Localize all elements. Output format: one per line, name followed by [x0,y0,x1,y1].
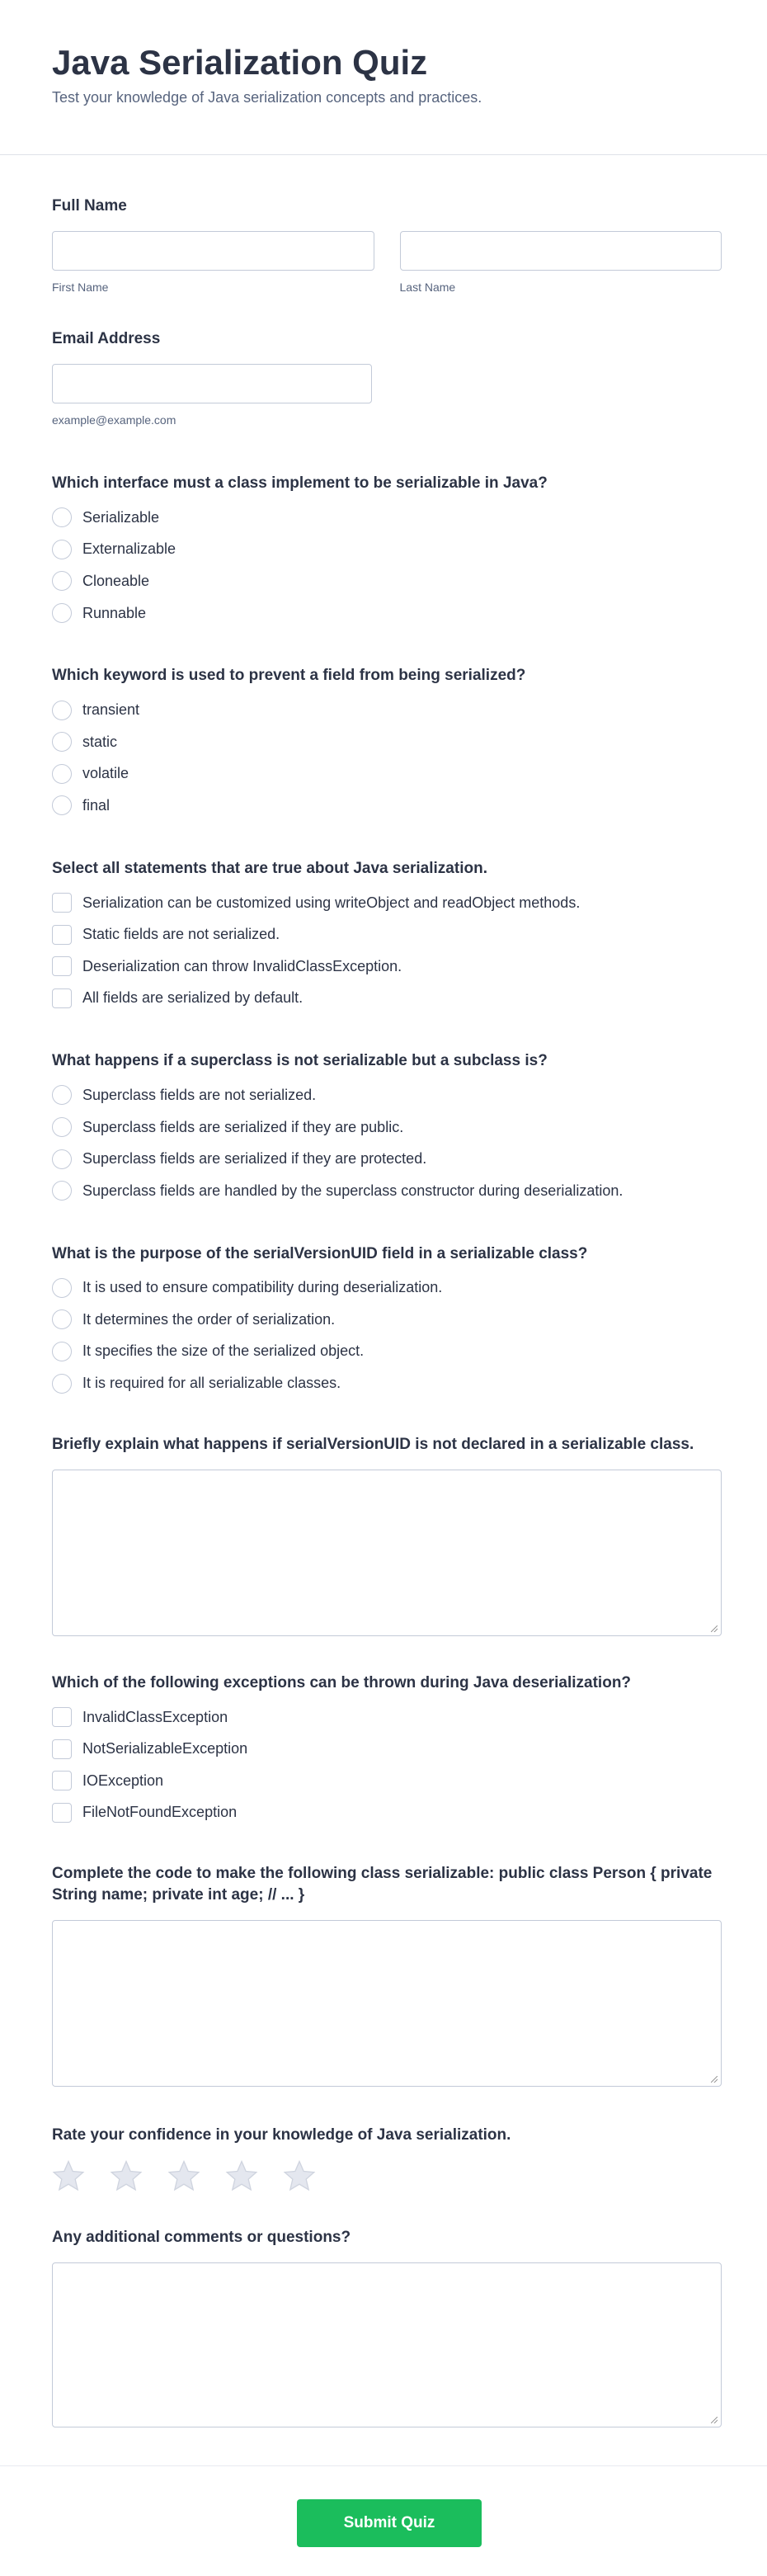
option-label: static [82,733,118,750]
last-name-input[interactable] [400,231,722,271]
first-name-sublabel: First Name [52,281,109,294]
checkbox-control[interactable] [52,1771,72,1790]
quiz-form [0,196,767,2427]
checkbox-control[interactable] [52,893,72,913]
form-footer [0,2465,767,2576]
comments-textarea[interactable] [52,2262,722,2427]
radio-control[interactable] [52,1117,72,1137]
checkbox-option[interactable] [52,1765,722,1797]
question-1 [52,473,722,629]
option-label: All fields are serialized by default. [82,989,304,1007]
options-group [52,887,722,1014]
radio-option[interactable] [52,1175,722,1207]
checkbox-option[interactable] [52,887,722,919]
radio-control[interactable] [52,1278,72,1298]
radio-control[interactable] [52,507,72,527]
options-group [52,502,722,629]
rating-label: Rate your confidence in your knowledge of Java serialization. [52,2126,511,2144]
option-label: Static fields are not serialized. [82,926,280,943]
checkbox-control[interactable] [52,956,72,976]
option-label: Superclass fields are serialized if they are protected. [82,1150,427,1168]
last-name-sublabel: Last Name [399,281,456,294]
radio-option[interactable] [52,502,722,534]
page-title: Java Serialization Quiz [52,43,428,82]
radio-option[interactable] [52,1111,722,1144]
option-label: Deserialization can throw InvalidClassException. [82,957,402,974]
option-label: It specifies the size of the serialized object. [82,1342,365,1360]
radio-option[interactable] [52,1143,722,1175]
option-label: IOException [82,1772,164,1789]
answer-textarea[interactable] [52,1920,722,2087]
options-group [52,1272,722,1399]
option-label: Superclass fields are serialized if they are public. [82,1118,404,1135]
checkbox-control[interactable] [52,988,72,1008]
radio-option[interactable] [52,1367,722,1399]
radio-control[interactable] [52,1085,72,1105]
submit-quiz-button[interactable]: Submit Quiz [297,2499,482,2547]
option-label: It is used to ensure compatibility during deserialization. [82,1279,443,1296]
radio-option[interactable] [52,565,722,597]
option-label: It determines the order of serialization. [82,1310,336,1328]
option-label: FileNotFoundException [82,1804,238,1821]
question-3 [52,858,722,1014]
page-subtitle: Test your knowledge of Java serialization concepts and practices. [52,89,482,106]
star-icon[interactable] [110,2159,143,2192]
question-8 [52,1863,722,2087]
radio-option[interactable] [52,534,722,566]
full-name-label: Full Name [52,197,127,215]
questions-list [52,473,722,2087]
radio-option[interactable] [52,1079,722,1111]
radio-option[interactable] [52,726,722,758]
star-rating [52,2159,722,2192]
question-5 [52,1243,722,1399]
radio-option[interactable] [52,790,722,822]
option-label: Runnable [82,604,147,621]
radio-option[interactable] [52,758,722,790]
checkbox-control[interactable] [52,1707,72,1727]
question-label: Which of the following exceptions can be thrown during Java deserialization? [52,1673,632,1691]
question-6 [52,1434,722,1636]
radio-control[interactable] [52,1149,72,1169]
question-label: Which interface must a class implement to be serializable in Java? [52,474,548,492]
checkbox-option[interactable] [52,951,722,983]
options-group [52,694,722,821]
option-label: Serializable [82,508,160,526]
radio-control[interactable] [52,1309,72,1329]
radio-control[interactable] [52,1181,72,1201]
options-group [52,1079,722,1206]
radio-control[interactable] [52,764,72,784]
question-label: What happens if a superclass is not serializable but a subclass is? [52,1052,548,1070]
checkbox-option[interactable] [52,983,722,1015]
question-7 [52,1673,722,1828]
radio-control[interactable] [52,571,72,591]
option-label: Superclass fields are handled by the superclass constructor during deserialization. [82,1182,623,1199]
rating-field [52,2125,722,2192]
checkbox-option[interactable] [52,1701,722,1734]
option-label: It is required for all serializable classes. [82,1375,341,1392]
question-label: Briefly explain what happens if serialVersionUID is not declared in a serializable class. [52,1435,694,1453]
options-group [52,1701,722,1828]
option-label: NotSerializableException [82,1740,248,1757]
radio-option[interactable] [52,1304,722,1336]
option-label: volatile [82,765,129,782]
radio-control[interactable] [52,1342,72,1361]
checkbox-option[interactable] [52,1733,722,1765]
email-sublabel: example@example.com [52,413,176,427]
star-icon[interactable] [167,2159,200,2192]
form-header [0,0,767,155]
checkbox-control[interactable] [52,1739,72,1759]
checkbox-option[interactable] [52,918,722,951]
question-label: Which keyword is used to prevent a field from being serialized? [52,667,526,685]
checkbox-control[interactable] [52,1803,72,1823]
star-icon[interactable] [225,2159,258,2192]
email-label: Email Address [52,330,161,347]
comments-field [52,2227,722,2427]
option-label: Externalizable [82,540,176,558]
question-4 [52,1050,722,1206]
first-name-input[interactable] [52,231,374,271]
email-input[interactable] [52,364,372,403]
radio-option[interactable] [52,1336,722,1368]
full-name-field [52,196,722,294]
option-label: transient [82,701,140,719]
checkbox-option[interactable] [52,1797,722,1829]
question-label: What is the purpose of the serialVersionUID field in a serializable class? [52,1244,588,1262]
email-field [52,328,722,427]
radio-option[interactable] [52,597,722,630]
option-label: InvalidClassException [82,1708,228,1725]
question-2 [52,665,722,821]
question-label: Complete the code to make the following class serializable: public class Person { private String name; private int age; // ... } [52,1865,713,1904]
option-label: final [82,796,111,814]
radio-control[interactable] [52,732,72,752]
answer-textarea[interactable] [52,1470,722,1636]
radio-control[interactable] [52,540,72,559]
option-label: Cloneable [82,572,150,589]
option-label: Serialization can be customized using writeObject and readObject methods. [82,894,581,911]
question-label: Select all statements that are true about Java serialization. [52,859,487,877]
option-label: Superclass fields are not serialized. [82,1086,317,1103]
radio-control[interactable] [52,701,72,720]
radio-option[interactable] [52,694,722,726]
star-icon[interactable] [283,2159,316,2192]
comments-label: Any additional comments or questions? [52,2229,351,2247]
radio-option[interactable] [52,1272,722,1305]
radio-control[interactable] [52,603,72,623]
radio-control[interactable] [52,1374,72,1394]
radio-control[interactable] [52,795,72,815]
checkbox-control[interactable] [52,925,72,945]
star-icon[interactable] [52,2159,85,2192]
